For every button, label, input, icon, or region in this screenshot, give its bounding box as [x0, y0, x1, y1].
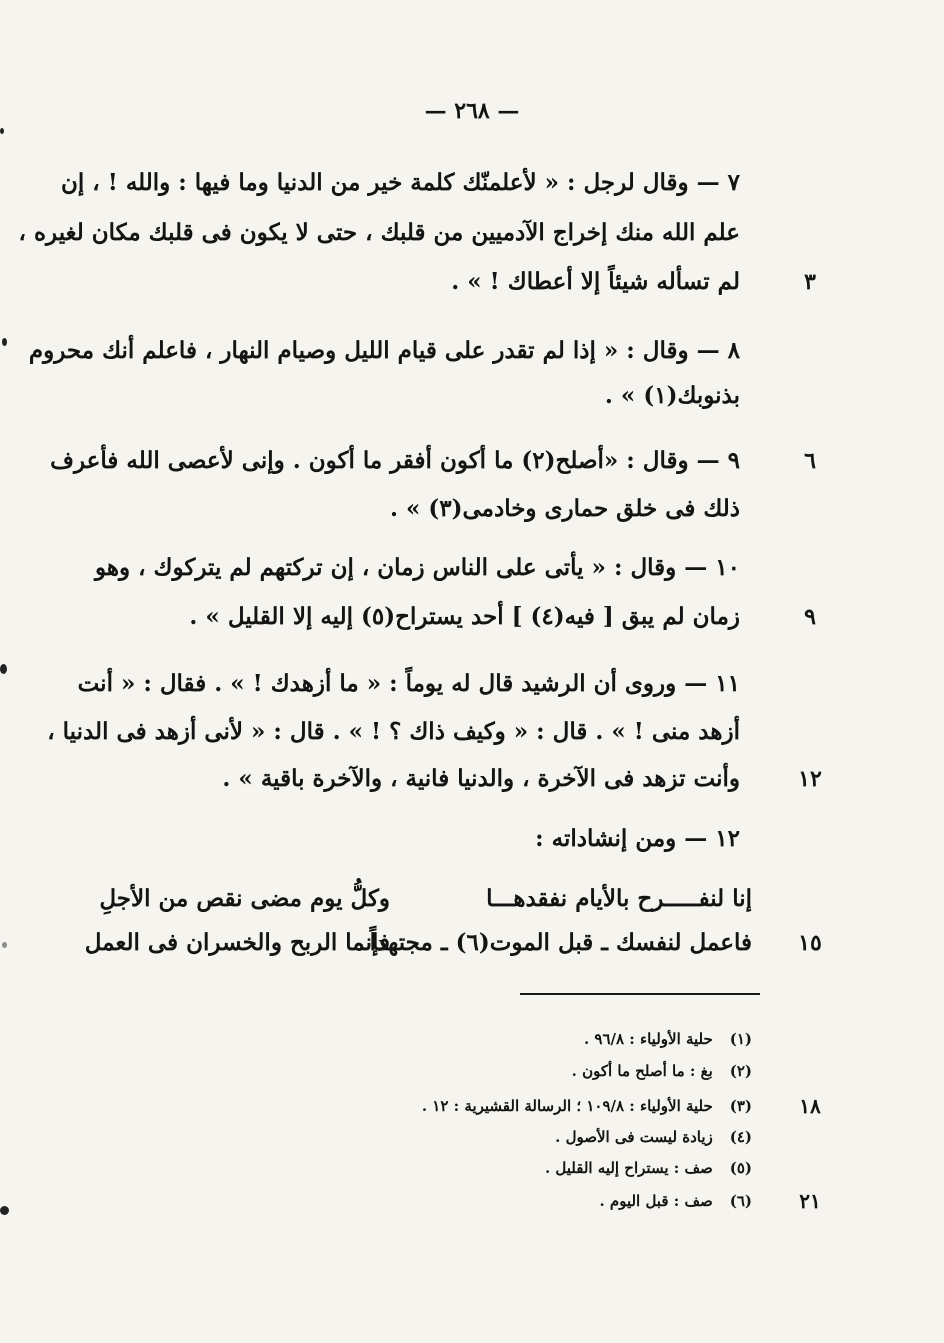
- footnote-text: بغ : ما أصلح ما أكون .: [571, 1062, 713, 1080]
- line-marker: ١٢: [798, 766, 822, 792]
- line-marker: ١٨: [799, 1094, 821, 1118]
- footnote-6: [300, 1190, 752, 1212]
- footnote-2: [300, 1060, 752, 1082]
- footnote-number: (٣): [729, 1097, 752, 1115]
- paragraph-7-line-3: لم تسأله شيئاً إلا أعطاك ! » .: [451, 268, 740, 295]
- footnote-separator: [520, 993, 760, 995]
- line-marker: ٦: [804, 448, 816, 474]
- footnote-text: حلية الأولياء : ٩٦/٨ .: [583, 1030, 713, 1048]
- paragraph-8-line-1: ٨ — وقال : « إذا لم تقدر على قيام الليل وصيام النهار ، فاعلم أنك محروم: [28, 337, 740, 364]
- footnote-1: [300, 1028, 752, 1050]
- footnote-number: (٢): [729, 1062, 752, 1080]
- poem-verse-2-second-hemistich: فإنما الربح والخسران فى العمل: [84, 929, 390, 956]
- footnote-text: صف : يستراح إليه القليل .: [544, 1159, 713, 1177]
- scan-speck: [0, 128, 4, 134]
- footnote-text: زيادة ليست فى الأصول .: [555, 1128, 713, 1146]
- footnote-3: [300, 1095, 752, 1117]
- line-marker: ٣: [804, 269, 816, 295]
- line-marker: ٢١: [799, 1189, 821, 1213]
- paragraph-8-line-2: بذنوبك(١) » .: [604, 382, 740, 409]
- paragraph-7-line-2: علم الله منك إخراج الآدميين من قلبك ، حتى لا يكون فى قلبك مكان لغيره ،: [18, 219, 740, 246]
- scan-speck: [0, 1206, 9, 1215]
- paragraph-10-line-1: ١٠ — وقال : « يأتى على الناس زمان ، إن تركتهم لم يتركوك ، وهو: [94, 554, 740, 581]
- paragraph-11-line-3: وأنت تزهد فى الآخرة ، والدنيا فانية ، والآخرة باقية » .: [222, 765, 740, 792]
- footnote-number: (١): [729, 1030, 752, 1048]
- paragraph-12-line-1: ١٢ — ومن إنشاداته :: [535, 825, 740, 852]
- paragraph-7-line-1: ٧ — وقال لرجل : « لأعلمنّك كلمة خير من الدنيا وما فيها : والله ! ، إن: [61, 169, 740, 196]
- footnote-number: (٤): [729, 1128, 752, 1146]
- scan-speck: [2, 338, 7, 346]
- poem-verse-1-second-hemistich: وكلُّ يوم مضى نقص من الأجلِ: [99, 885, 390, 912]
- footnote-text: صف : قبل اليوم .: [599, 1192, 713, 1210]
- footnote-number: (٥): [729, 1159, 752, 1177]
- footnote-number: (٦): [729, 1192, 752, 1210]
- footnote-text: حلية الأولياء : ١٠٩/٨ ؛ الرسالة القشيرية : ١٢ .: [421, 1097, 713, 1115]
- paragraph-11-line-1: ١١ — وروى أن الرشيد قال له يوماً : « ما أزهدك ! » . فقال : « أنت: [77, 670, 740, 697]
- scan-speck: [2, 942, 7, 948]
- paragraph-10-line-2: زمان لم يبق [ فيه(٤) ] أحد يستراح(٥) إليه إلا القليل » .: [189, 603, 740, 630]
- paragraph-9-line-2: ذلك فى خلق حمارى وخادمى(٣) » .: [389, 495, 740, 522]
- line-marker: ١٥: [798, 930, 822, 956]
- footnote-5: [300, 1157, 752, 1179]
- line-marker: ٩: [804, 604, 816, 630]
- poem-verse-1-first-hemistich: إنا لنفـــــرح بالأيام نفقدهـــا: [486, 885, 752, 912]
- scan-speck: [0, 664, 7, 674]
- poem-verse-2-first-hemistich: فاعمل لنفسك ـ قبل الموت(٦) ـ مجتهداً: [369, 929, 752, 956]
- page-number: — ٢٦٨ —: [424, 98, 520, 124]
- paragraph-9-line-1: ٩ — وقال : «أصلح(٢) ما أكون أفقر ما أكون . وإنى لأعصى الله فأعرف: [50, 447, 740, 474]
- footnote-4: [300, 1126, 752, 1148]
- paragraph-11-line-2: أزهد منى ! » . قال : « وكيف ذاك ؟ ! » . قال : « لأنى أزهد فى الدنيا ،: [47, 718, 740, 745]
